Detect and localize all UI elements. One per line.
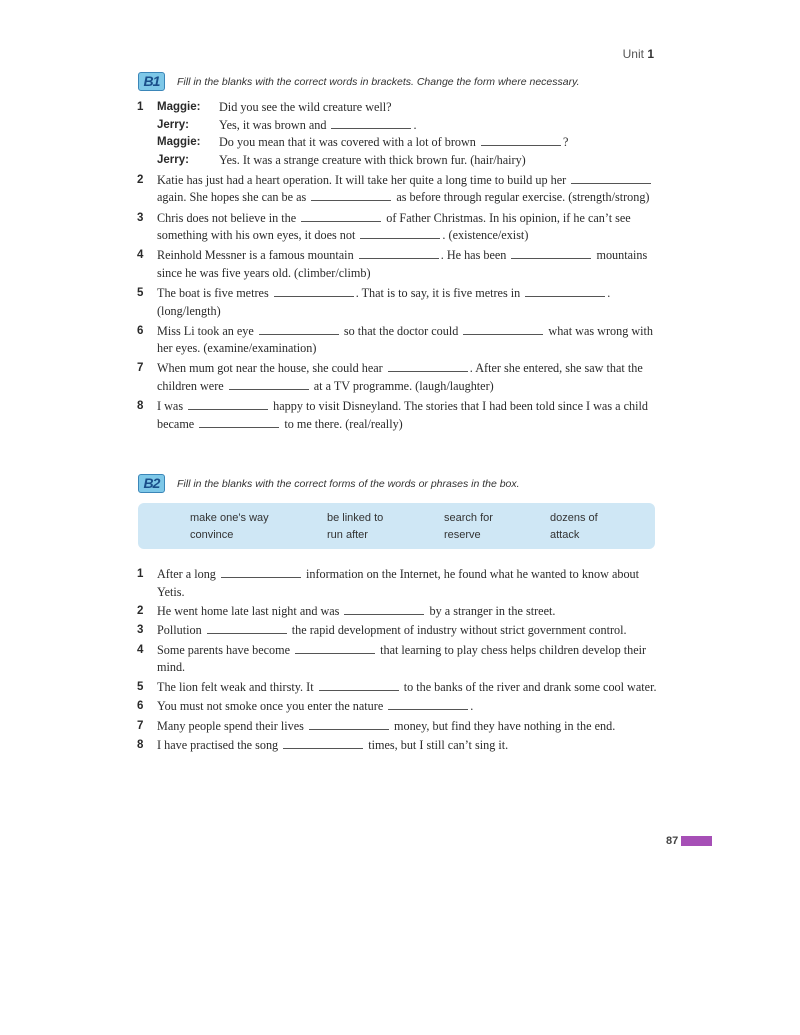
answer-blank[interactable] — [525, 286, 605, 297]
text-fragment: as before through regular exercise. (strength/strong) — [393, 190, 650, 205]
text-fragment: . He has been — [440, 248, 510, 263]
answer-blank[interactable] — [360, 228, 440, 239]
text-fragment: After a long — [157, 567, 219, 581]
dialogue-line — [157, 134, 657, 152]
answer-blank[interactable] — [283, 738, 363, 749]
section-b1-list — [137, 99, 657, 436]
text-fragment: by a stranger in the street. — [426, 603, 556, 618]
answer-blank[interactable] — [388, 699, 468, 710]
section-b1-instruction: Fill in the blanks with the correct words in brackets. Change the form where necessary. — [177, 75, 580, 88]
text-fragment: Many people spend their lives — [157, 718, 307, 733]
item-number: 7 — [137, 719, 144, 732]
exercise-item — [137, 398, 657, 433]
item-text — [157, 643, 646, 675]
text-fragment: I was — [157, 399, 187, 413]
text-fragment: When mum got near the house, she could hear — [157, 361, 386, 376]
speaker-name: Maggie: — [157, 136, 201, 149]
answer-blank[interactable] — [229, 379, 309, 390]
item-number: 6 — [137, 324, 144, 337]
word-box-item: run after — [327, 529, 368, 541]
speaker-name: Jerry: — [157, 118, 189, 131]
text-fragment: money, but find they have nothing in the end. — [390, 718, 616, 733]
exercise-item — [137, 285, 657, 320]
item-number: 2 — [137, 173, 144, 186]
section-b2-header — [138, 474, 520, 493]
answer-blank[interactable] — [481, 135, 561, 146]
item-text — [157, 286, 610, 318]
exercise-item — [137, 622, 657, 640]
word-box-item: reserve — [444, 529, 481, 541]
text-fragment: Yes, it was brown and — [219, 117, 330, 132]
answer-blank[interactable] — [259, 324, 339, 335]
item-number: 1 — [137, 568, 144, 580]
answer-blank[interactable] — [331, 118, 411, 129]
page-footer — [666, 835, 712, 847]
text-fragment: Reinhold Messner is a famous mountain — [157, 248, 357, 263]
item-text — [157, 324, 653, 356]
dialogue-text — [219, 134, 568, 152]
answer-blank[interactable] — [295, 643, 375, 654]
text-fragment: Do you mean that it was covered with a lot of brown — [219, 135, 479, 150]
word-box-item: convince — [190, 529, 234, 541]
item-number: 5 — [137, 680, 144, 693]
item-number: 4 — [137, 643, 144, 656]
text-fragment: that learning to play chess helps children develop their mind. — [157, 642, 647, 675]
section-b2-list — [137, 566, 657, 756]
dialogue-line — [157, 99, 657, 117]
text-fragment: ? — [562, 135, 569, 150]
section-b1-header — [138, 72, 579, 91]
text-fragment: Katie has just had a heart operation. It will take her quite a long time to build up her — [157, 172, 570, 187]
word-box-item: search for — [444, 512, 493, 524]
word-box-item: make one’s way — [190, 512, 269, 524]
text-fragment: Chris does not believe in the — [157, 210, 300, 225]
answer-blank[interactable] — [199, 417, 279, 428]
answer-blank[interactable] — [221, 567, 301, 578]
item-number: 4 — [137, 249, 144, 262]
answer-blank[interactable] — [301, 211, 381, 222]
exercise-item — [137, 323, 657, 358]
page-number-bar — [681, 836, 712, 846]
item-number: 3 — [137, 624, 144, 637]
item-number: 8 — [137, 738, 144, 751]
word-box-item: attack — [550, 529, 580, 541]
unit-number: 1 — [647, 47, 654, 61]
item-text — [157, 361, 643, 393]
exercise-item — [137, 210, 657, 245]
text-fragment: The boat is five metres — [157, 285, 272, 300]
text-fragment: The lion felt weak and thirsty. It — [157, 679, 317, 694]
text-fragment: . That is to say, it is five metres in — [355, 285, 524, 300]
dialogue-text — [219, 99, 392, 117]
answer-blank[interactable] — [207, 623, 287, 634]
text-fragment: I have practised the song — [157, 737, 282, 752]
answer-blank[interactable] — [309, 719, 389, 730]
item-number: 7 — [137, 362, 144, 375]
word-box-item: be linked to — [327, 512, 384, 524]
exercise-item — [137, 642, 657, 677]
dialogue-line — [157, 117, 657, 135]
exercise-item — [137, 172, 657, 207]
dialogue-line — [157, 152, 657, 170]
exercise-item — [137, 737, 657, 755]
word-box-item: dozens of — [550, 512, 598, 524]
item-text — [157, 680, 657, 694]
text-fragment: . (long/length) — [157, 285, 611, 318]
text-fragment: so that the doctor could — [340, 323, 462, 338]
unit-header — [623, 47, 654, 61]
word-box — [138, 503, 655, 549]
dialogue-text — [219, 117, 417, 135]
exercise-item — [137, 99, 657, 169]
text-fragment: Pollution — [157, 623, 205, 638]
item-number: 5 — [137, 286, 144, 299]
answer-blank[interactable] — [188, 399, 268, 410]
exercise-item — [137, 566, 657, 601]
item-text — [157, 173, 653, 205]
item-text — [157, 567, 639, 599]
item-number: 6 — [137, 700, 144, 713]
text-fragment: at a TV programme. (laugh/laughter) — [310, 378, 494, 393]
text-fragment: . — [413, 117, 417, 132]
text-fragment: information on the Internet, he found what he wanted to know about Yetis. — [157, 567, 640, 599]
item-text — [157, 399, 648, 431]
unit-label: Unit — [622, 47, 644, 61]
answer-blank[interactable] — [311, 190, 391, 201]
speaker-name: Jerry: — [157, 153, 189, 166]
text-fragment: mountains since he was five years old. (climber/climb) — [157, 248, 648, 280]
exercise-item — [137, 247, 657, 282]
text-fragment: what was wrong with her eyes. (examine/examination) — [157, 323, 653, 356]
exercise-item — [137, 360, 657, 395]
answer-blank[interactable] — [571, 173, 651, 184]
exercise-item — [137, 698, 657, 716]
text-fragment: times, but I still can’t sing it. — [365, 737, 509, 752]
text-fragment: again. She hopes she can be as — [157, 190, 310, 205]
answer-blank[interactable] — [344, 604, 424, 615]
page-number: 87 — [666, 835, 679, 847]
item-text — [157, 623, 627, 637]
answer-blank[interactable] — [511, 248, 591, 259]
text-fragment: to me there. (real/really) — [281, 416, 403, 431]
answer-blank[interactable] — [274, 286, 354, 297]
text-fragment: Some parents have become — [157, 642, 294, 657]
dialogue-text — [219, 152, 526, 170]
item-number: 3 — [137, 211, 144, 224]
section-b2-instruction: Fill in the blanks with the correct forms of the words or phrases in the box. — [177, 477, 520, 490]
text-fragment: . — [470, 699, 474, 714]
text-fragment: the rapid development of industry without strict government control. — [288, 623, 627, 638]
item-number: 8 — [137, 400, 144, 412]
item-number: 1 — [137, 101, 144, 113]
text-fragment: to the banks of the river and drank some cool water. — [400, 679, 657, 694]
exercise-item — [137, 679, 657, 697]
text-fragment: of Father Christmas. In his opinion, if he can’t see something with his own eyes, it does not — [157, 210, 631, 243]
item-text — [157, 248, 647, 280]
answer-blank[interactable] — [359, 248, 439, 259]
section-b1-tag: B1 — [138, 72, 165, 91]
text-fragment: . (existence/exist) — [442, 228, 529, 243]
answer-blank[interactable] — [388, 361, 468, 372]
text-fragment: He went home late last night and was — [157, 603, 343, 618]
item-number: 2 — [137, 604, 144, 617]
text-fragment: happy to visit Disneyland. The stories that I had been told since I was a child became — [157, 399, 648, 431]
item-text — [157, 738, 508, 752]
item-text — [157, 604, 555, 618]
answer-blank[interactable] — [319, 680, 399, 691]
text-fragment: Yes. It was a strange creature with thick brown fur. (hair/hairy) — [219, 152, 526, 167]
section-b2-tag: B2 — [138, 474, 165, 493]
answer-blank[interactable] — [463, 324, 543, 335]
item-text — [157, 719, 615, 733]
exercise-item — [137, 603, 657, 621]
item-text — [157, 211, 631, 243]
item-text — [157, 699, 473, 713]
text-fragment: Did you see the wild creature well? — [219, 100, 392, 114]
text-fragment: You must not smoke once you enter the nature — [157, 699, 387, 714]
text-fragment: Miss Li took an eye — [157, 323, 257, 338]
speaker-name: Maggie: — [157, 101, 201, 113]
exercise-item — [137, 718, 657, 736]
text-fragment: . After she entered, she saw that the children were — [157, 361, 643, 393]
